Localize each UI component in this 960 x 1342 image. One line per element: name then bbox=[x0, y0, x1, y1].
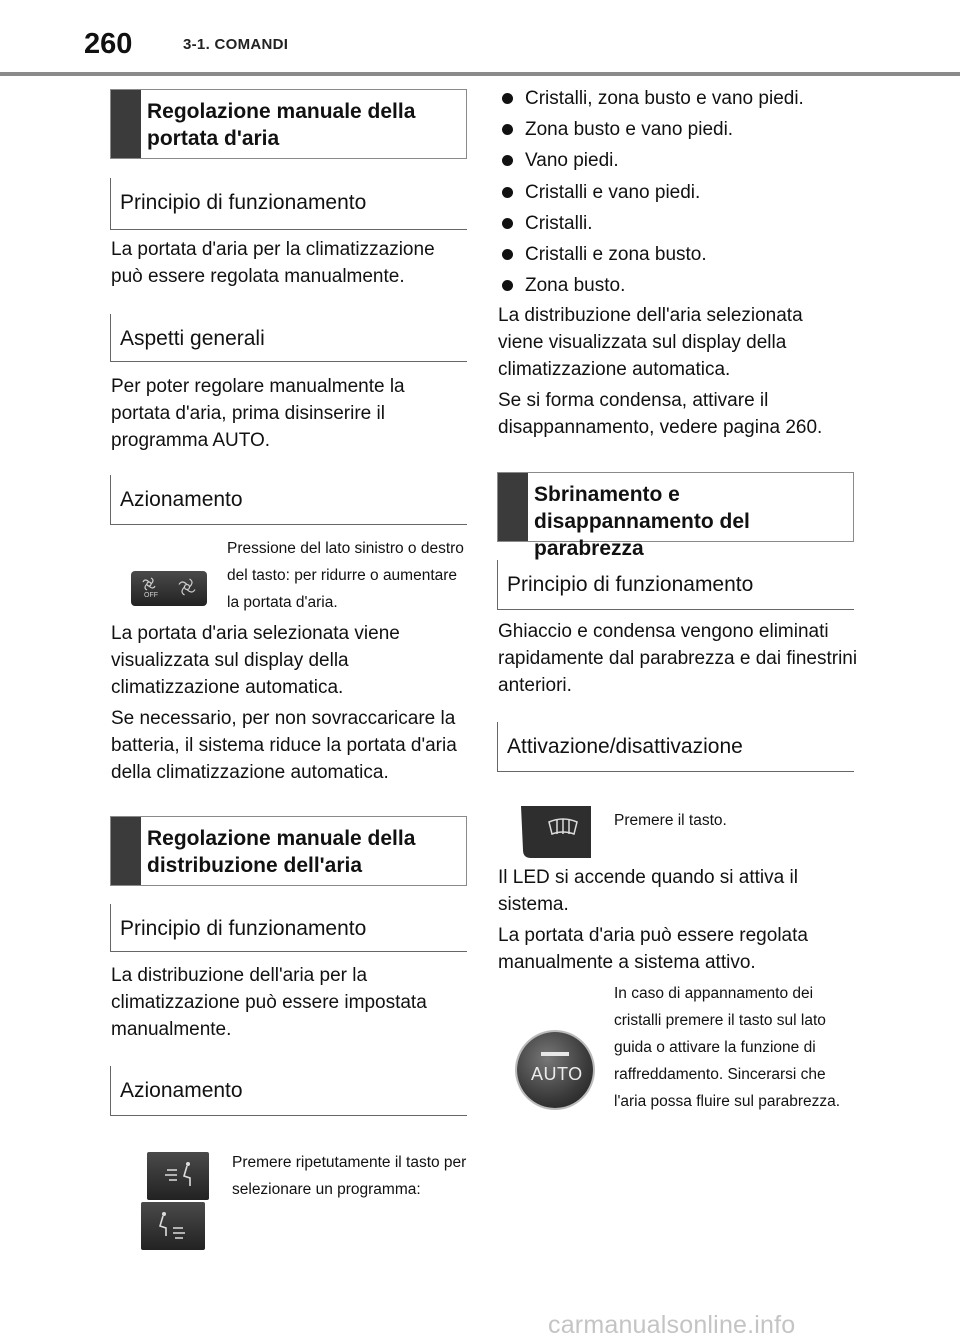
paragraph: La distribuzione dell'aria per la climatizzazione può essere impostata manualmente. bbox=[111, 965, 427, 1040]
banner-bar bbox=[111, 90, 141, 158]
air-upper-icon bbox=[147, 1152, 209, 1200]
subheading-text: Azionamento bbox=[120, 1079, 243, 1102]
paragraph: Se necessario, per non sovraccaricare la batteria, il sistema riduce la portata d'aria della climatizzazione automatica. bbox=[111, 708, 457, 783]
subheading-text: Principio di funzionamento bbox=[120, 917, 367, 940]
paragraph: Il LED si accende quando si attiva il sistema. bbox=[498, 867, 798, 915]
banner-title: Regolazione manuale della portata d'aria bbox=[147, 100, 416, 150]
list-item: Zona busto e vano piedi. bbox=[497, 116, 857, 147]
list-item: Cristalli e zona busto. bbox=[497, 241, 857, 272]
auto-button-image bbox=[517, 1032, 593, 1108]
header-divider bbox=[0, 72, 960, 76]
off-label: OFF bbox=[144, 592, 158, 599]
paragraph: La portata d'aria selezionata viene visualizzata sul display della climatizzazione automatica. bbox=[111, 623, 400, 698]
subheading-text: Principio di funzionamento bbox=[507, 573, 754, 596]
banner-title: Sbrinamento e disappannamento del parabrezza bbox=[534, 483, 750, 560]
caption: Premere il tasto. bbox=[614, 812, 727, 829]
fan-speed-button-image bbox=[131, 571, 207, 606]
paragraph: Per poter regolare manualmente la portata d'aria, prima disinserire il programma AUTO. bbox=[111, 376, 405, 451]
banner-regolazione-distribuzione bbox=[110, 816, 467, 886]
air-distribution-upper-button-image bbox=[147, 1152, 209, 1200]
paragraph: La portata d'aria per la climatizzazione può essere regolata manualmente. bbox=[111, 239, 435, 287]
paragraph: Se si forma condensa, attivare il disappannamento, vedere pagina 260. bbox=[498, 390, 823, 438]
paragraph: La distribuzione dell'aria selezionata viene visualizzata sul display della climatizzazione automatica. bbox=[498, 305, 803, 380]
auto-label: AUTO bbox=[531, 1064, 583, 1084]
paragraph: Ghiaccio e condensa vengono eliminati rapidamente dal parabrezza e dai finestrini anteriori. bbox=[498, 621, 858, 696]
head-icon bbox=[186, 1162, 190, 1166]
page-number: 260 bbox=[84, 28, 133, 60]
caption: In caso di appannamento dei cristalli premere il tasto sul lato guida o attivare la funzione di raffreddamento. Sincerarsi che l'aria possa fluire sul parabrezza. bbox=[614, 985, 841, 1110]
subheading-aspetti bbox=[110, 314, 467, 362]
subheading-text: Principio di funzionamento bbox=[120, 191, 367, 214]
subheading-azionamento-2 bbox=[110, 1066, 467, 1116]
defrost-icon bbox=[521, 806, 591, 858]
subheading-attivazione bbox=[497, 722, 854, 772]
list-item: Cristalli e vano piedi. bbox=[497, 179, 857, 210]
minus-icon bbox=[541, 1052, 569, 1056]
defrost-button-image bbox=[521, 806, 591, 858]
list-item: Zona busto. bbox=[497, 272, 857, 303]
fan-icon bbox=[131, 571, 207, 606]
section-title: 3-1. COMANDI bbox=[183, 36, 289, 53]
air-distribution-lower-button-image bbox=[141, 1202, 205, 1250]
subheading-principio-2 bbox=[110, 904, 467, 952]
subheading-text: Attivazione/disattivazione bbox=[507, 735, 743, 758]
list-item: Vano piedi. bbox=[497, 147, 857, 178]
subheading-text: Azionamento bbox=[120, 488, 243, 511]
watermark: carmanualsonline.info bbox=[548, 1311, 796, 1339]
list-item: Cristalli. bbox=[497, 210, 857, 241]
banner-regolazione-portata bbox=[110, 89, 467, 159]
banner-bar bbox=[111, 817, 141, 885]
caption: Premere ripetutamente il tasto per selezionare un programma: bbox=[232, 1154, 467, 1198]
subheading-azionamento-1 bbox=[110, 475, 467, 525]
caption: Pressione del lato sinistro o destro del tasto: per ridurre o aumentare la portata d'aria. bbox=[227, 540, 464, 611]
list-item: Cristalli, zona busto e vano piedi. bbox=[497, 85, 857, 116]
subheading-text: Aspetti generali bbox=[120, 327, 265, 350]
subheading-principio-3 bbox=[497, 560, 854, 610]
banner-sbrinamento bbox=[497, 472, 854, 560]
air-distribution-program-list bbox=[497, 85, 857, 303]
banner-title: Regolazione manuale della distribuzione dell'aria bbox=[147, 827, 416, 877]
air-lower-icon bbox=[141, 1202, 205, 1250]
banner-bar bbox=[498, 473, 528, 541]
subheading-principio-1 bbox=[110, 178, 467, 230]
paragraph: La portata d'aria può essere regolata manualmente a sistema attivo. bbox=[498, 925, 808, 973]
